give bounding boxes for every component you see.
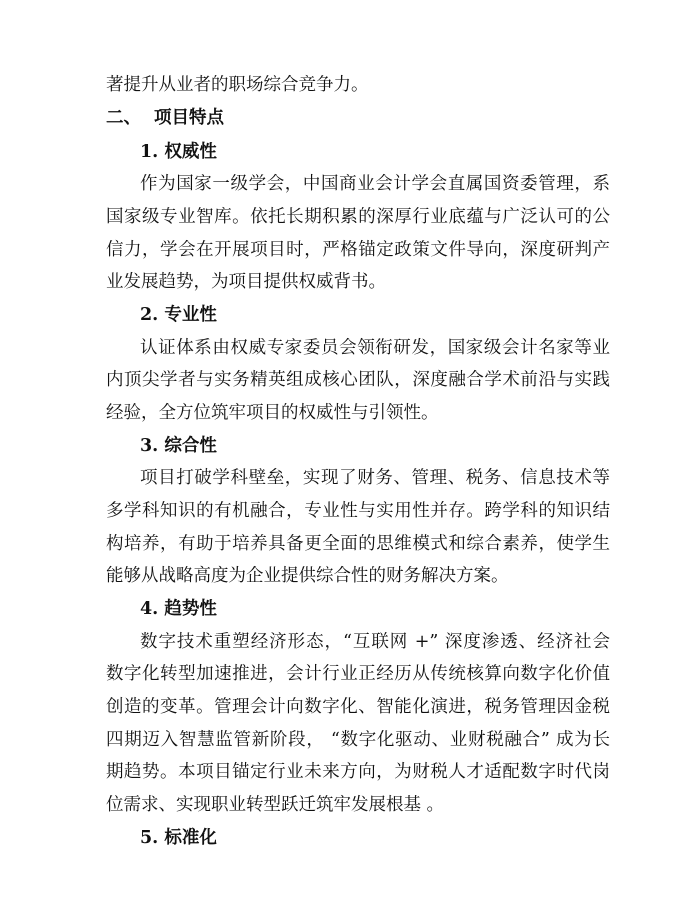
paragraph-line: 构培养，有助于培养具备更全面的思维模式和综合素养，使学生 xyxy=(106,534,610,554)
paragraph-line: 多学科知识的有机融合，专业性与实用性并存。跨学科的知识结 xyxy=(106,501,610,521)
paragraph-line: 认证体系由权威专家委员会领衔研发，国家级会计名家等业 xyxy=(140,338,610,358)
paragraph-line: 内顶尖学者与实务精英组成核心团队，深度融合学术前沿与实践 xyxy=(106,370,610,390)
paragraph-line: 数字技术重塑经济形态，“互联网 +” 深度渗透、经济社会 xyxy=(140,632,610,652)
paragraph-line: 期趋势。本项目锚定行业未来方向，为财税人才适配数字时代岗 xyxy=(106,762,610,782)
section-heading xyxy=(106,106,224,130)
section-title: 项目特点 xyxy=(154,108,224,128)
section-number: 二、 xyxy=(106,108,141,128)
item-heading-5: 5. 标准化 xyxy=(140,828,217,848)
paragraph-line: 创造的变革。管理会计向数字化、智能化演进，税务管理因金税 xyxy=(106,697,610,717)
paragraph-line: 能够从战略高度为企业提供综合性的财务解决方案。 xyxy=(106,566,509,586)
paragraph-line: 信力，学会在开展项目时，严格锚定政策文件导向，深度研判产 xyxy=(106,240,610,260)
paragraph-line: 业发展趋势，为项目提供权威背书。 xyxy=(106,272,386,292)
paragraph-line: 项目打破学科壁垒，实现了财务、管理、税务、信息技术等 xyxy=(140,468,610,488)
item-heading-3: 3. 综合性 xyxy=(140,436,217,456)
paragraph-line: 四期迈入智慧监管新阶段， “数字化驱动、业财税融合” 成为长 xyxy=(106,730,610,750)
intro-paragraph-tail: 著提升从业者的职场综合竞争力。 xyxy=(106,75,369,95)
paragraph-line: 经验，全方位筑牢项目的权威性与引领性。 xyxy=(106,403,439,423)
item-heading-1: 1. 权威性 xyxy=(140,142,217,162)
paragraph-line: 数字化转型加速推进，会计行业正经历从传统核算向数字化价值 xyxy=(106,664,610,684)
paragraph-line: 作为国家一级学会，中国商业会计学会直属国资委管理，系 xyxy=(140,174,610,194)
item-heading-4: 4. 趋势性 xyxy=(140,599,217,619)
item-heading-2: 2. 专业性 xyxy=(140,305,217,325)
paragraph-line: 国家级专业智库。依托长期积累的深厚行业底蕴与广泛认可的公 xyxy=(106,207,610,227)
paragraph-line: 位需求、实现职业转型跃迁筑牢发展根基 。 xyxy=(106,795,445,815)
